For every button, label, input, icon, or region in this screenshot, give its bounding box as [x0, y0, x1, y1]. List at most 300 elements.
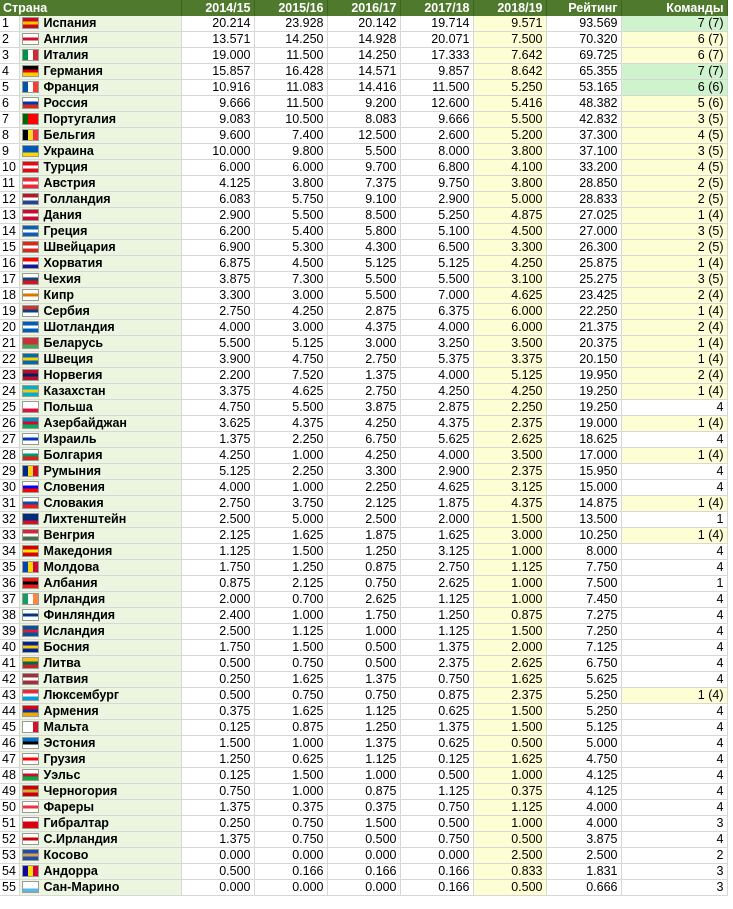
- rating-cell: 27.025: [546, 208, 621, 224]
- flag-icon: [22, 241, 39, 253]
- table-row[interactable]: [0, 288, 727, 304]
- score-2016-17: 0.375: [327, 800, 400, 816]
- country-cell: [19, 576, 181, 592]
- teams-cell: 4: [621, 624, 727, 640]
- row-rank: 37: [0, 592, 19, 608]
- score-2016-17: 3.875: [327, 400, 400, 416]
- flag-icon: [22, 209, 39, 221]
- country-name: Польша: [43, 400, 93, 414]
- flag-icon: [22, 17, 39, 29]
- country-cell: [19, 144, 181, 160]
- table-row[interactable]: [0, 32, 727, 48]
- flag-icon: [22, 721, 39, 733]
- country-cell: [19, 464, 181, 480]
- score-2014-15: 3.625: [181, 416, 254, 432]
- score-2014-15: 1.375: [181, 800, 254, 816]
- score-2018-19: 4.875: [473, 208, 546, 224]
- header-row: [0, 0, 727, 16]
- score-2018-19: 5.250: [473, 80, 546, 96]
- score-2014-15: 2.750: [181, 304, 254, 320]
- table-row[interactable]: [0, 576, 727, 592]
- score-2014-15: 6.083: [181, 192, 254, 208]
- score-2017-18: 0.500: [400, 816, 473, 832]
- score-2015-16: 5.500: [254, 208, 327, 224]
- table-row[interactable]: [0, 64, 727, 80]
- score-2018-19: 4.375: [473, 496, 546, 512]
- table-row[interactable]: [0, 400, 727, 416]
- row-rank: 45: [0, 720, 19, 736]
- table-row[interactable]: [0, 128, 727, 144]
- teams-cell: 2: [621, 848, 727, 864]
- score-2015-16: 0.000: [254, 880, 327, 896]
- score-2015-16: 1.500: [254, 640, 327, 656]
- score-2017-18: 20.071: [400, 32, 473, 48]
- teams-cell: 1 (4): [621, 688, 727, 704]
- flag-icon: [22, 593, 39, 605]
- flag-icon: [22, 449, 39, 461]
- score-2018-19: 9.571: [473, 16, 546, 32]
- score-2018-19: 0.875: [473, 608, 546, 624]
- country-cell: [19, 96, 181, 112]
- score-2018-19: 4.250: [473, 384, 546, 400]
- flag-icon: [22, 481, 39, 493]
- score-2017-18: 4.625: [400, 480, 473, 496]
- flag-icon: [22, 545, 39, 557]
- table-row[interactable]: [0, 752, 727, 768]
- row-rank: 44: [0, 704, 19, 720]
- table-row[interactable]: [0, 640, 727, 656]
- score-2016-17: 0.166: [327, 864, 400, 880]
- teams-cell: 4: [621, 656, 727, 672]
- table-row[interactable]: [0, 560, 727, 576]
- rating-cell: 19.250: [546, 384, 621, 400]
- score-2018-19: 6.000: [473, 320, 546, 336]
- table-row[interactable]: [0, 240, 727, 256]
- score-2017-18: 0.166: [400, 880, 473, 896]
- score-2015-16: 10.500: [254, 112, 327, 128]
- score-2015-16: 0.166: [254, 864, 327, 880]
- table-row[interactable]: [0, 528, 727, 544]
- table-row[interactable]: [0, 832, 727, 848]
- score-2018-19: 2.375: [473, 688, 546, 704]
- score-2015-16: 1.000: [254, 608, 327, 624]
- flag-icon: [22, 65, 39, 77]
- country-name: Казахстан: [43, 384, 106, 398]
- score-2015-16: 1.625: [254, 704, 327, 720]
- score-2016-17: 0.000: [327, 880, 400, 896]
- table-row[interactable]: [0, 704, 727, 720]
- header-rating[interactable]: Рейтинг: [546, 0, 621, 16]
- table-row[interactable]: [0, 304, 727, 320]
- score-2018-19: 3.500: [473, 336, 546, 352]
- table-row[interactable]: [0, 16, 727, 32]
- rating-cell: 4.125: [546, 784, 621, 800]
- score-2018-19: 2.625: [473, 432, 546, 448]
- score-2018-19: 7.642: [473, 48, 546, 64]
- score-2015-16: 4.500: [254, 256, 327, 272]
- score-2018-19: 4.250: [473, 256, 546, 272]
- table-row[interactable]: [0, 496, 727, 512]
- table-row[interactable]: [0, 96, 727, 112]
- score-2017-18: 1.375: [400, 720, 473, 736]
- table-row[interactable]: [0, 416, 727, 432]
- score-2016-17: 0.875: [327, 560, 400, 576]
- rating-cell: 69.725: [546, 48, 621, 64]
- table-row[interactable]: [0, 144, 727, 160]
- header-2014-15[interactable]: 2014/15: [181, 0, 254, 16]
- score-2017-18: 4.000: [400, 320, 473, 336]
- score-2014-15: 0.000: [181, 880, 254, 896]
- header-teams[interactable]: Команды: [621, 0, 727, 16]
- country-cell: [19, 864, 181, 880]
- rating-cell: 1.831: [546, 864, 621, 880]
- country-name: Румыния: [43, 464, 102, 478]
- teams-cell: 3: [621, 864, 727, 880]
- country-name: С.Ирландия: [43, 832, 118, 846]
- country-cell: [19, 784, 181, 800]
- header-2016-17[interactable]: 2016/17: [327, 0, 400, 16]
- table-row[interactable]: [0, 720, 727, 736]
- country-name: Косово: [43, 848, 89, 862]
- country-cell: [19, 208, 181, 224]
- country-name: Сан-Марино: [43, 880, 120, 894]
- table-row[interactable]: [0, 656, 727, 672]
- score-2015-16: 4.625: [254, 384, 327, 400]
- score-2016-17: 5.800: [327, 224, 400, 240]
- teams-cell: 3 (5): [621, 112, 727, 128]
- rating-cell: 53.165: [546, 80, 621, 96]
- teams-cell: 1: [621, 512, 727, 528]
- country-name: Сербия: [43, 304, 90, 318]
- rating-cell: 5.250: [546, 704, 621, 720]
- row-rank: 49: [0, 784, 19, 800]
- teams-cell: 2 (4): [621, 320, 727, 336]
- country-cell: [19, 304, 181, 320]
- score-2016-17: 0.750: [327, 688, 400, 704]
- table-row[interactable]: [0, 352, 727, 368]
- score-2016-17: 1.000: [327, 768, 400, 784]
- country-cell: [19, 832, 181, 848]
- table-row[interactable]: [0, 624, 727, 640]
- score-2017-18: 0.875: [400, 688, 473, 704]
- score-2014-15: 2.500: [181, 512, 254, 528]
- flag-icon: [22, 385, 39, 397]
- header-2018-19[interactable]: 2018/19: [473, 0, 546, 16]
- table-row[interactable]: [0, 256, 727, 272]
- table-row[interactable]: [0, 864, 727, 880]
- flag-icon: [22, 529, 39, 541]
- row-rank: 43: [0, 688, 19, 704]
- flag-icon: [22, 689, 39, 701]
- score-2015-16: 7.400: [254, 128, 327, 144]
- table-row[interactable]: [0, 544, 727, 560]
- rating-cell: 25.275: [546, 272, 621, 288]
- score-2018-19: 1.500: [473, 512, 546, 528]
- score-2014-15: 9.666: [181, 96, 254, 112]
- score-2015-16: 5.750: [254, 192, 327, 208]
- score-2016-17: 8.083: [327, 112, 400, 128]
- score-2014-15: 9.600: [181, 128, 254, 144]
- row-rank: 13: [0, 208, 19, 224]
- row-rank: 32: [0, 512, 19, 528]
- score-2018-19: 3.500: [473, 448, 546, 464]
- score-2014-15: 6.200: [181, 224, 254, 240]
- score-2017-18: 1.125: [400, 784, 473, 800]
- score-2014-15: 20.214: [181, 16, 254, 32]
- country-name: Норвегия: [43, 368, 103, 382]
- score-2015-16: 0.750: [254, 832, 327, 848]
- table-row[interactable]: [0, 672, 727, 688]
- score-2018-19: 7.500: [473, 32, 546, 48]
- teams-cell: 1 (4): [621, 256, 727, 272]
- table-row[interactable]: [0, 480, 727, 496]
- score-2015-16: 3.750: [254, 496, 327, 512]
- score-2018-19: 4.625: [473, 288, 546, 304]
- score-2017-18: 5.625: [400, 432, 473, 448]
- table-row[interactable]: [0, 48, 727, 64]
- flag-icon: [22, 737, 39, 749]
- country-name: Ирландия: [43, 592, 106, 606]
- country-name: Молдова: [43, 560, 100, 574]
- score-2016-17: 1.500: [327, 816, 400, 832]
- flag-icon: [22, 497, 39, 509]
- table-row[interactable]: [0, 784, 727, 800]
- country-name: Швеция: [43, 352, 94, 366]
- row-rank: 34: [0, 544, 19, 560]
- score-2014-15: 0.000: [181, 848, 254, 864]
- score-2016-17: 1.375: [327, 736, 400, 752]
- table-row[interactable]: [0, 320, 727, 336]
- rating-cell: 70.320: [546, 32, 621, 48]
- score-2018-19: 5.000: [473, 192, 546, 208]
- rating-cell: 7.500: [546, 576, 621, 592]
- rating-cell: 23.425: [546, 288, 621, 304]
- table-row[interactable]: [0, 272, 727, 288]
- row-rank: 12: [0, 192, 19, 208]
- table-row[interactable]: [0, 512, 727, 528]
- flag-icon: [22, 513, 39, 525]
- score-2016-17: 14.928: [327, 32, 400, 48]
- rating-cell: 8.000: [546, 544, 621, 560]
- table-row[interactable]: [0, 768, 727, 784]
- rating-cell: 19.250: [546, 400, 621, 416]
- score-2018-19: 1.000: [473, 544, 546, 560]
- score-2016-17: 2.625: [327, 592, 400, 608]
- score-2018-19: 2.625: [473, 656, 546, 672]
- table-row[interactable]: [0, 736, 727, 752]
- row-rank: 24: [0, 384, 19, 400]
- teams-cell: 2 (5): [621, 192, 727, 208]
- score-2015-16: 11.500: [254, 96, 327, 112]
- country-name: Португалия: [43, 112, 117, 126]
- score-2017-18: 8.000: [400, 144, 473, 160]
- table-row[interactable]: [0, 816, 727, 832]
- country-cell: [19, 560, 181, 576]
- table-row[interactable]: [0, 384, 727, 400]
- score-2018-19: 2.000: [473, 640, 546, 656]
- flag-icon: [22, 225, 39, 237]
- flag-icon: [22, 273, 39, 285]
- teams-cell: 2 (4): [621, 288, 727, 304]
- country-name: Армения: [43, 704, 99, 718]
- row-rank: 10: [0, 160, 19, 176]
- score-2015-16: 1.250: [254, 560, 327, 576]
- score-2016-17: 2.750: [327, 384, 400, 400]
- table-row[interactable]: [0, 176, 727, 192]
- score-2016-17: 3.300: [327, 464, 400, 480]
- score-2016-17: 5.500: [327, 288, 400, 304]
- teams-cell: 2 (5): [621, 240, 727, 256]
- flag-icon: [22, 337, 39, 349]
- teams-cell: 5 (6): [621, 96, 727, 112]
- flag-icon: [22, 785, 39, 797]
- row-rank: 51: [0, 816, 19, 832]
- flag-icon: [22, 305, 39, 317]
- score-2018-19: 3.125: [473, 480, 546, 496]
- score-2015-16: 3.800: [254, 176, 327, 192]
- score-2015-16: 11.083: [254, 80, 327, 96]
- teams-cell: 6 (7): [621, 32, 727, 48]
- rating-cell: 19.000: [546, 416, 621, 432]
- score-2017-18: 2.000: [400, 512, 473, 528]
- flag-icon: [22, 177, 39, 189]
- table-row[interactable]: [0, 224, 727, 240]
- table-row[interactable]: [0, 192, 727, 208]
- table-row[interactable]: [0, 336, 727, 352]
- score-2015-16: 0.625: [254, 752, 327, 768]
- score-2014-15: 1.125: [181, 544, 254, 560]
- teams-cell: 4: [621, 832, 727, 848]
- country-name: Турция: [43, 160, 88, 174]
- row-rank: 52: [0, 832, 19, 848]
- header-country[interactable]: Страна: [0, 0, 181, 16]
- score-2017-18: 2.625: [400, 576, 473, 592]
- score-2018-19: 0.500: [473, 736, 546, 752]
- country-cell: [19, 736, 181, 752]
- score-2015-16: 1.000: [254, 480, 327, 496]
- table-row[interactable]: [0, 608, 727, 624]
- score-2016-17: 1.375: [327, 368, 400, 384]
- rating-cell: 48.382: [546, 96, 621, 112]
- table-row[interactable]: [0, 688, 727, 704]
- rating-cell: 5.125: [546, 720, 621, 736]
- row-rank: 46: [0, 736, 19, 752]
- flag-icon: [22, 113, 39, 125]
- rating-cell: 17.000: [546, 448, 621, 464]
- country-name: Хорватия: [43, 256, 103, 270]
- score-2016-17: 0.500: [327, 656, 400, 672]
- table-row[interactable]: [0, 208, 727, 224]
- flag-icon: [22, 369, 39, 381]
- country-name: Греция: [43, 224, 88, 238]
- table-row[interactable]: [0, 848, 727, 864]
- row-rank: 33: [0, 528, 19, 544]
- table-row[interactable]: [0, 368, 727, 384]
- score-2017-18: 0.125: [400, 752, 473, 768]
- table-row[interactable]: [0, 112, 727, 128]
- country-cell: [19, 480, 181, 496]
- flag-icon: [22, 49, 39, 61]
- score-2014-15: 5.500: [181, 336, 254, 352]
- score-2014-15: 3.900: [181, 352, 254, 368]
- teams-cell: 4 (5): [621, 128, 727, 144]
- country-cell: [19, 400, 181, 416]
- table-row[interactable]: [0, 80, 727, 96]
- country-name: Испания: [43, 16, 97, 30]
- table-row[interactable]: [0, 592, 727, 608]
- table-row[interactable]: [0, 800, 727, 816]
- score-2014-15: 0.250: [181, 816, 254, 832]
- flag-icon: [22, 609, 39, 621]
- score-2015-16: 3.000: [254, 288, 327, 304]
- flag-icon: [22, 865, 39, 877]
- rating-cell: 7.750: [546, 560, 621, 576]
- score-2017-18: 11.500: [400, 80, 473, 96]
- score-2015-16: 9.800: [254, 144, 327, 160]
- row-rank: 27: [0, 432, 19, 448]
- table-row[interactable]: [0, 464, 727, 480]
- teams-cell: 3 (5): [621, 224, 727, 240]
- row-rank: 48: [0, 768, 19, 784]
- score-2014-15: 0.500: [181, 656, 254, 672]
- score-2017-18: 2.750: [400, 560, 473, 576]
- score-2018-19: 1.000: [473, 768, 546, 784]
- table-row[interactable]: [0, 880, 727, 896]
- table-row[interactable]: [0, 448, 727, 464]
- header-2017-18[interactable]: 2017/18: [400, 0, 473, 16]
- flag-icon: [22, 817, 39, 829]
- teams-cell: 3 (5): [621, 144, 727, 160]
- header-2015-16[interactable]: 2015/16: [254, 0, 327, 16]
- score-2018-19: 0.500: [473, 880, 546, 896]
- score-2014-15: 2.000: [181, 592, 254, 608]
- rating-cell: 18.625: [546, 432, 621, 448]
- table-row[interactable]: [0, 432, 727, 448]
- score-2014-15: 2.900: [181, 208, 254, 224]
- score-2018-19: 0.500: [473, 832, 546, 848]
- row-rank: 39: [0, 624, 19, 640]
- teams-cell: 4: [621, 640, 727, 656]
- score-2017-18: 19.714: [400, 16, 473, 32]
- score-2017-18: 2.875: [400, 400, 473, 416]
- row-rank: 54: [0, 864, 19, 880]
- score-2015-16: 0.750: [254, 816, 327, 832]
- country-name: Австрия: [43, 176, 96, 190]
- score-2018-19: 5.125: [473, 368, 546, 384]
- flag-icon: [22, 833, 39, 845]
- table-row[interactable]: [0, 160, 727, 176]
- teams-cell: 1 (4): [621, 208, 727, 224]
- rating-cell: 33.200: [546, 160, 621, 176]
- row-rank: 19: [0, 304, 19, 320]
- flag-icon: [22, 401, 39, 413]
- score-2017-18: 1.875: [400, 496, 473, 512]
- score-2017-18: 5.500: [400, 272, 473, 288]
- score-2016-17: 5.500: [327, 144, 400, 160]
- teams-cell: 3: [621, 816, 727, 832]
- score-2016-17: 4.300: [327, 240, 400, 256]
- score-2014-15: 4.000: [181, 480, 254, 496]
- score-2015-16: 7.520: [254, 368, 327, 384]
- score-2014-15: 0.375: [181, 704, 254, 720]
- score-2016-17: 2.500: [327, 512, 400, 528]
- score-2017-18: 0.625: [400, 704, 473, 720]
- row-rank: 30: [0, 480, 19, 496]
- score-2018-19: 5.416: [473, 96, 546, 112]
- country-cell: [19, 32, 181, 48]
- rating-cell: 4.000: [546, 800, 621, 816]
- score-2016-17: 2.750: [327, 352, 400, 368]
